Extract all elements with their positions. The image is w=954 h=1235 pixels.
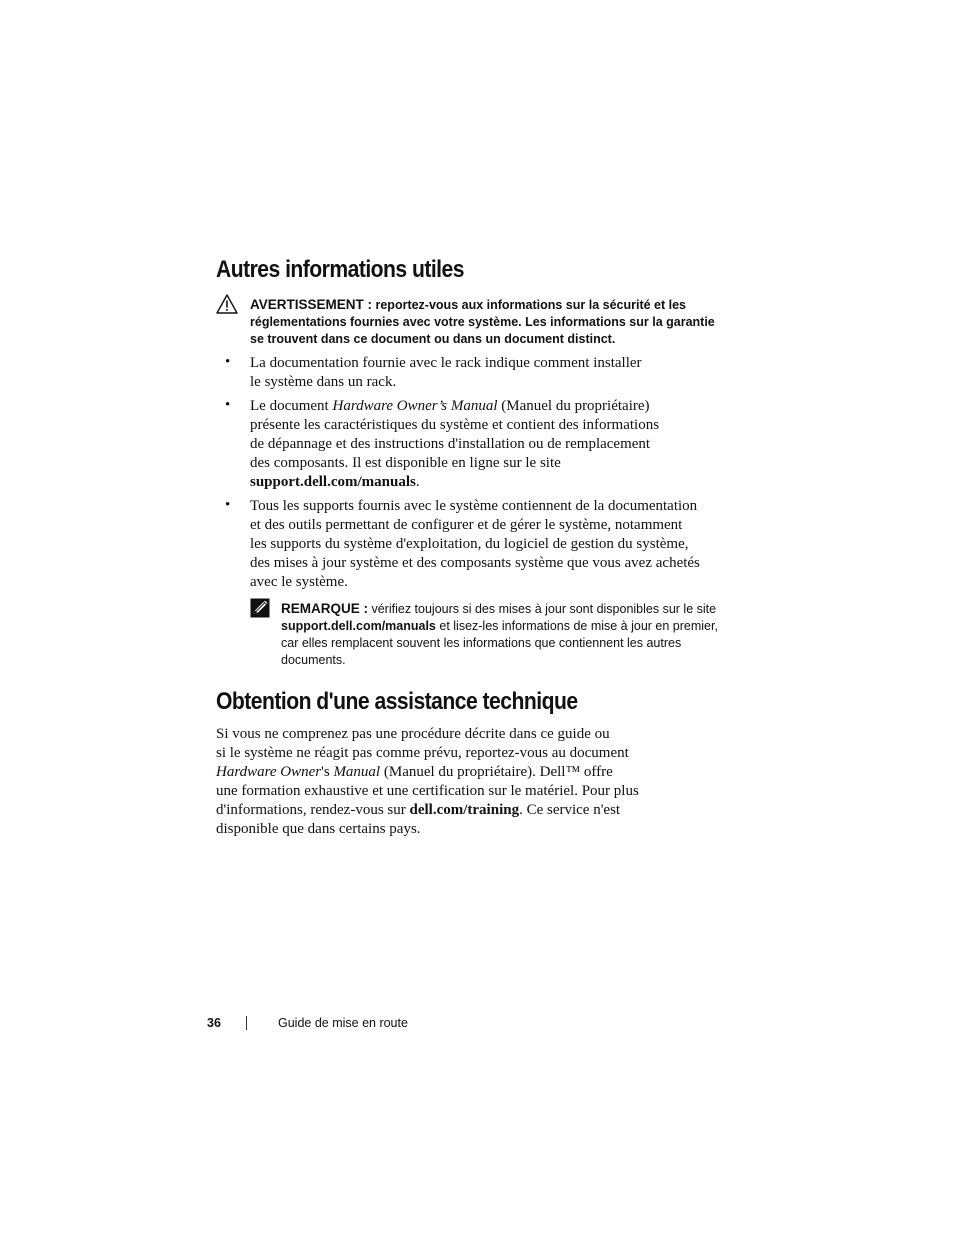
page-number: 36 [207,1016,221,1030]
paragraph-text: 's [321,764,334,780]
list-item [250,497,700,592]
support-manuals-link[interactable]: support.dell.com/manuals [281,619,436,633]
list-item-line: des composants. Il est disponible en ligne sur le site [250,455,561,471]
list-item-text: Le document [250,398,333,414]
warning-text-line: se trouvent dans ce document ou dans un document distinct. [250,332,616,346]
warning-label: AVERTISSEMENT : [250,297,373,312]
section-title-assistance-technique: Obtention d'une assistance technique [216,688,578,715]
bullet-symbol: • [225,497,231,513]
note-text: documents. [281,653,346,667]
footer-separator [246,1016,247,1030]
list-item-text: (Manuel du propriétaire) [497,398,650,414]
list-item-line: avec le système. [250,574,348,590]
list-item-line: des mises à jour système et des composants système que vous avez achetés [250,555,700,571]
document-title: Hardware Owner’s Manual [332,398,498,414]
paragraph-line: Si vous ne comprenez pas une procédure décrite dans ce guide ou [216,726,610,742]
footer-doc-title: Guide de mise en route [278,1016,408,1030]
list-item-line: Tous les supports fournis avec le système contiennent de la documentation [250,498,698,514]
list-item [250,397,659,492]
paragraph-line: si le système ne réagit pas comme prévu, reportez-vous au document [216,745,629,761]
assistance-paragraph [216,725,639,839]
note-text: car elles remplacent souvent les informations que contiennent les autres [281,636,682,650]
paragraph-line: disponible que dans certains pays. [216,821,421,837]
support-manuals-link[interactable]: support.dell.com/manuals [250,474,416,490]
section-title-autres-informations: Autres informations utiles [216,256,464,283]
warning-text-line: réglementations fournies avec votre système. Les informations sur la garantie [250,315,715,329]
paragraph-text: . Ce service n'est [519,802,621,818]
list-item-line: de dépannage et des instructions d'installation ou de remplacement [250,436,651,452]
note-label: REMARQUE : [281,601,368,616]
document-title: Manual [333,764,381,780]
list-item-line: La documentation fournie avec le rack indique comment installer [250,355,642,371]
note-pencil-icon [250,598,270,618]
note-text: vérifiez toujours si des mises à jour sont disponibles sur le site [368,602,717,616]
list-item-line: et des outils permettant de configurer et de gérer le système, notamment [250,517,683,533]
list-item [250,354,642,392]
list-item-text: . [415,474,420,490]
bullet-symbol: • [225,354,231,370]
paragraph-line: une formation exhaustive et une certification sur le matériel. Pour plus [216,783,639,799]
note-text: et lisez-les informations de mise à jour en premier, [435,619,718,633]
warning-triangle-icon [216,294,238,314]
list-item-line: présente les caractéristiques du système et contient des informations [250,417,660,433]
paragraph-text: (Manuel du propriétaire). Dell™ offre [380,764,613,780]
list-item-line: les supports du système d'exploitation, du logiciel de gestion du système, [250,536,689,552]
paragraph-text: d'informations, rendez-vous sur [216,802,410,818]
warning-text-line: reportez-vous aux informations sur la sécurité et les [372,298,686,312]
document-title: Hardware Owner [216,764,322,780]
list-item-line: le système dans un rack. [250,374,397,390]
dell-training-link[interactable]: dell.com/training [409,802,520,818]
bullet-symbol: • [225,397,231,413]
